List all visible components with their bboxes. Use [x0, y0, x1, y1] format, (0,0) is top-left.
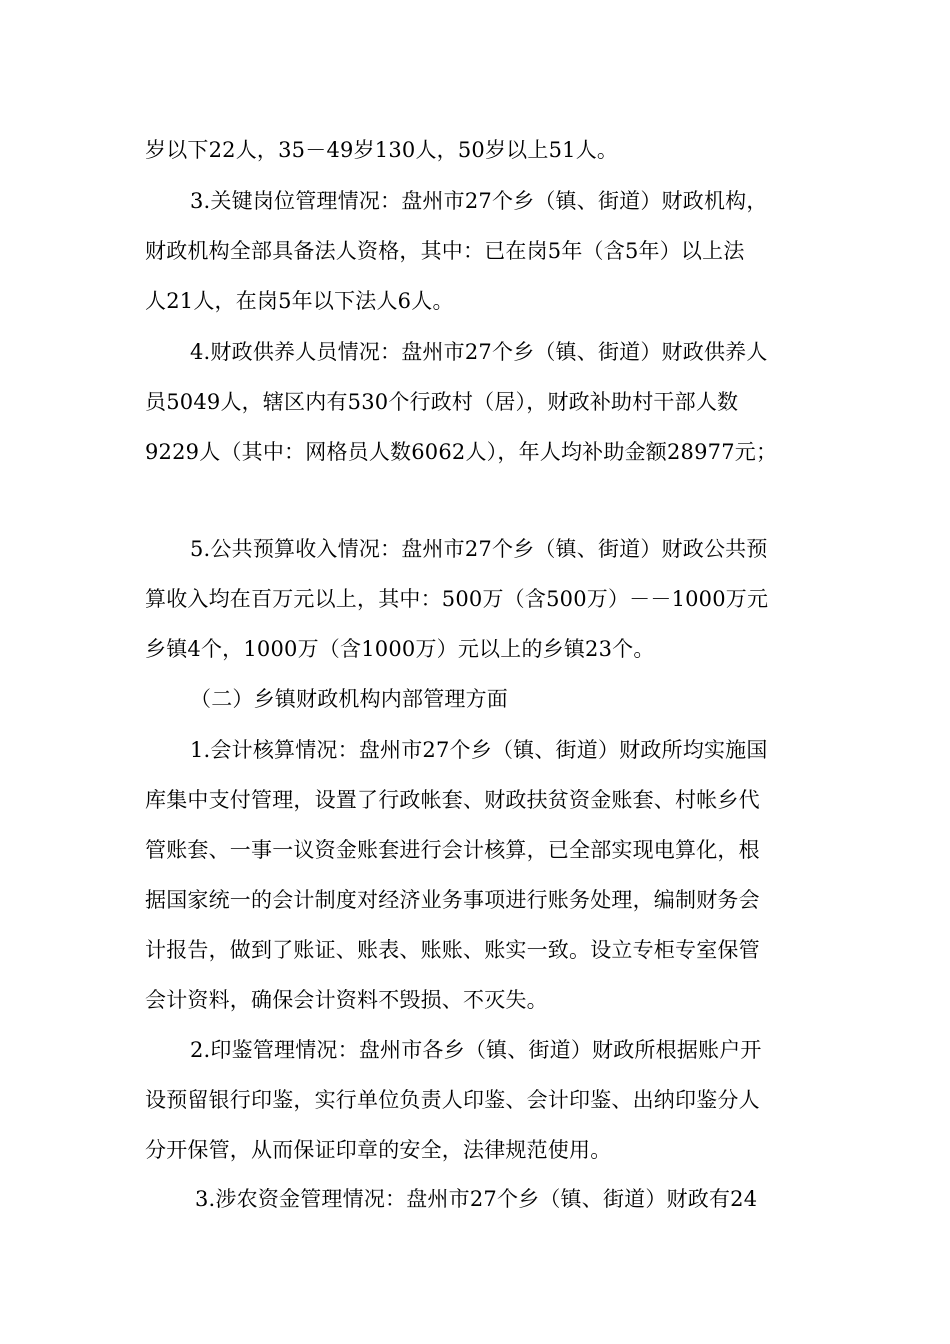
- text-line: 3.涉农资金管理情况：盘州市27个乡（镇、街道）财政有24: [195, 1187, 758, 1211]
- text-line: 3.关键岗位管理情况：盘州市27个乡（镇、街道）财政机构，: [190, 189, 768, 213]
- text-line: 据国家统一的会计制度对经济业务事项进行账务处理，编制财务会: [145, 888, 760, 912]
- text-line: 财政机构全部具备法人资格，其中：已在岗5年（含5年）以上法: [145, 239, 745, 263]
- text-line: 4.财政供养人员情况：盘州市27个乡（镇、街道）财政供养人: [190, 340, 768, 364]
- text-line: 计报告，做到了账证、账表、账账、账实一致。设立专柜专室保管: [145, 938, 760, 962]
- text-line: 设预留银行印鉴，实行单位负责人印鉴、会计印鉴、出纳印鉴分人: [145, 1088, 760, 1112]
- text-line: 5.公共预算收入情况：盘州市27个乡（镇、街道）财政公共预: [190, 537, 768, 561]
- text-line: 库集中支付管理，设置了行政帐套、财政扶贫资金账套、村帐乡代: [145, 788, 760, 812]
- text-line: 员5049人，辖区内有530个行政村（居），财政补助村干部人数: [145, 390, 739, 414]
- text-line: 算收入均在百万元以上，其中：500万（含500万）－－1000万元: [145, 587, 769, 611]
- text-line: 会计资料，确保会计资料不毁损、不灭失。: [145, 988, 548, 1012]
- section-heading: （二）乡镇财政机构内部管理方面: [190, 687, 508, 711]
- text-line: 1.会计核算情况：盘州市27个乡（镇、街道）财政所均实施国: [190, 738, 768, 762]
- text-line: 管账套、一事一议资金账套进行会计核算，已全部实现电算化，根: [145, 838, 760, 862]
- text-line: 人21人，在岗5年以下法人6人。: [145, 289, 454, 313]
- text-line: 乡镇4个，1000万（含1000万）元以上的乡镇23个。: [145, 637, 655, 661]
- text-line: 分开保管，从而保证印章的安全，法律规范使用。: [145, 1138, 612, 1162]
- text-line: 岁以下22人，35－49岁130人，50岁以上51人。: [145, 138, 619, 162]
- text-line: 2.印鉴管理情况：盘州市各乡（镇、街道）财政所根据账户开: [190, 1038, 762, 1062]
- text-line: 9229人（其中：网格员人数6062人），年人均补助金额28977元；: [145, 440, 778, 464]
